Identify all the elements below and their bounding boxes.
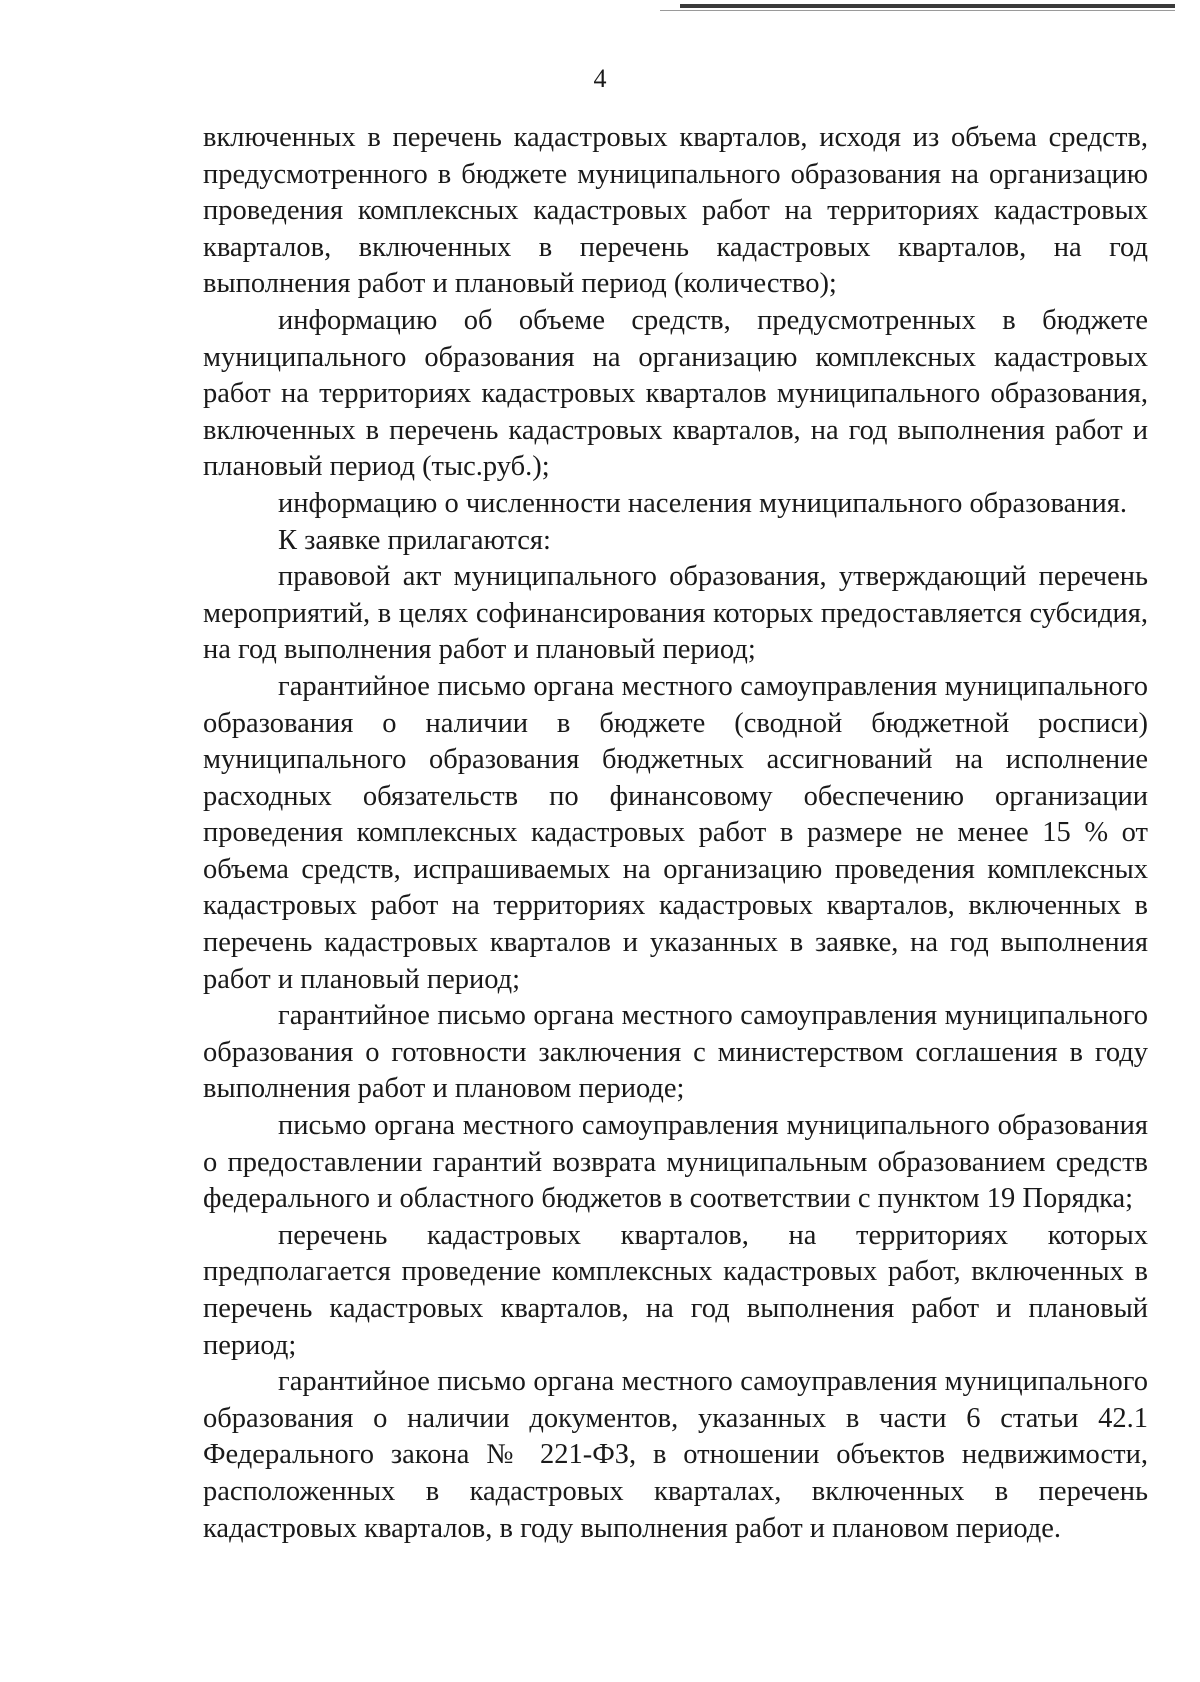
page-number: 4 [593,64,607,93]
paragraph-1: включенных в перечень кадастровых кварталов, исходя из объема средств, предусмотренного в бюджете муниципального образования на организацию проведения комплексных кадастровых работ на территориях кадастровых кварталов, включенных в перечень кадастровых кварталов, на год выполнения работ и плановый период (количество); [203,122,1148,300]
paragraph-4: К заявке прилагаются: [278,524,551,556]
scan-edge-line-thin [660,10,1175,11]
scan-edge-line [680,4,1175,8]
paragraph-2: информацию об объеме средств, предусмотренных в бюджете муниципального образования на организацию комплексных кадастровых работ на территориях кадастровых кварталов муниципального образования, включенных в перечень кадастровых кварталов, на год выполнения работ и плановый период (тыс.руб.); [203,304,1148,483]
paragraph-10: гарантийное письмо органа местного самоуправления муниципального образования о наличии документов, указанных в части 6 статьи 42.1 Федерального закона № 221-ФЗ, в отношении объектов недвижимости, расположенных в кадастровых кварталах, включенных в перечень кадастровых кварталов, в году выполнения работ и плановом периоде. [203,1366,1148,1544]
paragraph-7: гарантийное письмо органа местного самоуправления муниципального образования о готовности заключения с министерством соглашения в году выполнения работ и плановом периоде; [203,1000,1148,1105]
paragraph-9: перечень кадастровых кварталов, на территориях которых предполагается проведение комплексных кадастровых работ, включенных в перечень кадастровых кварталов, на год выполнения работ и плановый период; [203,1219,1148,1361]
document-body [203,120,1148,1547]
paragraph-8: письмо органа местного самоуправления муниципального образования о предоставлении гарантий возврата муниципальным образованием средств федерального и областного бюджетов в соответствии с пунктом 19 Порядка; [203,1110,1148,1215]
paragraph-6: гарантийное письмо органа местного самоуправления муниципального образования о наличии в бюджете (сводной бюджетной росписи) муниципального образования бюджетных ассигнований на исполнение расходных обязательств по финансовому обеспечению организации проведения комплексных кадастровых работ в размере не менее 15 % от объема средств, испрашиваемых на организацию проведения комплексных кадастровых работ на территориях кадастровых кварталов, включенных в перечень кадастровых кварталов и указанных в заявке, на год выполнения работ и плановый период; [203,670,1148,995]
paragraph-3: информацию о численности населения муниципального образования. [278,487,1128,519]
paragraph-5: правовой акт муниципального образования, утверждающий перечень мероприятий, в целях софинансирования которых предоставляется субсидия, на год выполнения работ и плановый период; [203,561,1148,666]
